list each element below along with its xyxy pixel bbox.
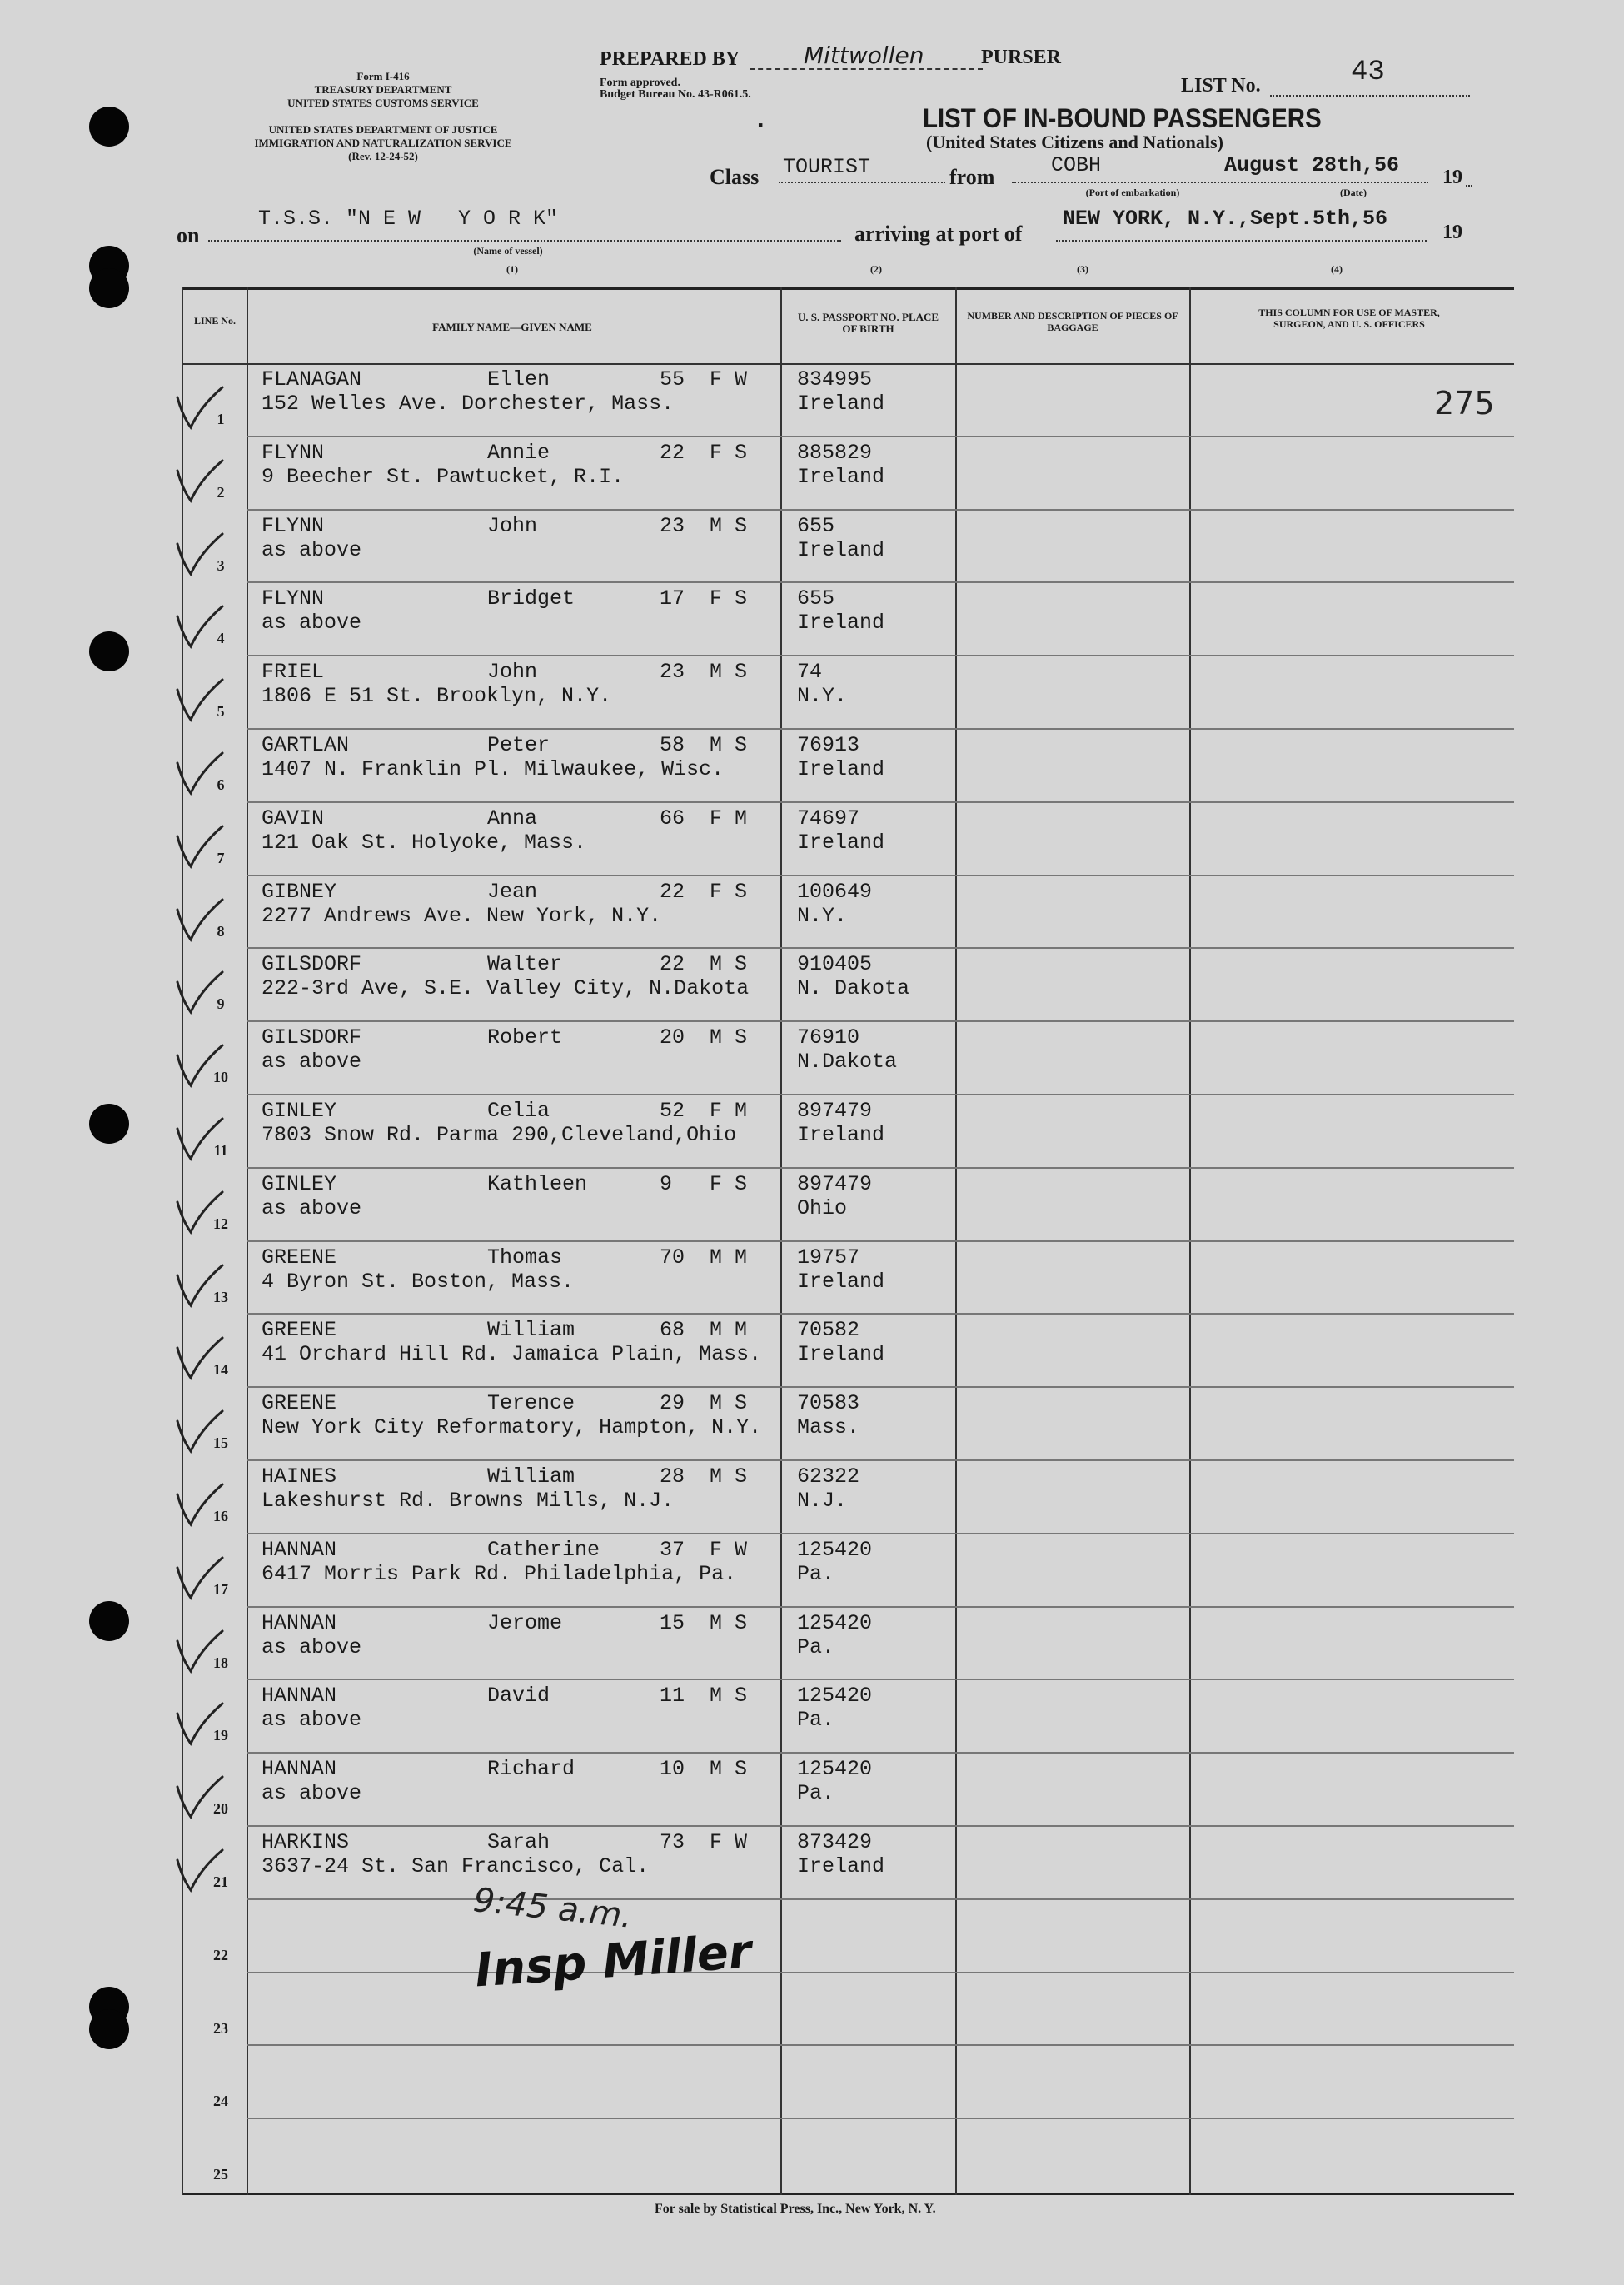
check-mark-icon [171,1030,229,1089]
family-name: GAVIN [262,806,325,831]
family-name: GREENE [262,1318,337,1343]
page-stamp-number: 275 [1434,385,1495,422]
age: 10 [660,1757,685,1782]
column-number-1: (1) [506,263,518,275]
arrival-underline [1056,240,1427,242]
class-label: Class [710,165,760,189]
table-row [0,1534,1624,1608]
year-underline [1466,185,1472,187]
check-mark-icon [171,738,229,796]
family-name: GINLEY [262,1171,337,1196]
sex-marital-status: M S [710,1757,748,1782]
age: 22 [660,952,685,977]
family-name: HANNAN [262,1537,337,1562]
passport-number: 74 [797,660,823,685]
passport-number: 125420 [797,1757,873,1782]
line-number: 22 [213,1946,228,1963]
given-name: Celia [487,1099,550,1123]
given-name: Catherine [487,1537,600,1562]
check-mark-icon [171,1543,229,1601]
line-number: 8 [217,922,225,940]
check-mark-icon [171,372,229,431]
form-subtitle: (United States Citizens and Nationals) [926,132,1223,152]
given-name: Sarah [487,1830,550,1854]
sex-marital-status: F W [710,367,748,392]
immigration-service: IMMIGRATION AND NATURALIZATION SERVICE [254,137,512,149]
table-row [0,2046,1624,2119]
sex-marital-status: M S [710,513,748,538]
place-of-birth: N.Y. [797,684,848,709]
address: as above [262,1708,362,1733]
from-underline [1012,182,1428,183]
check-mark-icon [171,665,229,723]
place-of-birth: Ireland [797,537,885,562]
line-number: 4 [217,630,225,647]
on-label: on [177,223,200,247]
table-row [0,1242,1624,1315]
place-of-birth: Ireland [797,1123,885,1147]
passport-number: 897479 [797,1099,873,1123]
passport-number: 74697 [797,806,860,831]
given-name: David [487,1684,550,1709]
age: 11 [660,1684,685,1709]
year-prefix: 19 [1442,167,1462,188]
check-mark-icon [171,811,229,870]
age: 20 [660,1025,685,1050]
address: 6417 Morris Park Rd. Philadelphia, Pa. [262,1561,737,1586]
list-number: 43 [1351,57,1385,88]
footer-publisher: For sale by Statistical Press, Inc., New York, N. Y. [655,2202,936,2216]
table-row [0,1095,1624,1169]
age: 17 [660,586,685,611]
passport-number: 76910 [797,1025,860,1050]
line-number: 17 [213,1580,228,1598]
given-name: John [487,513,538,538]
family-name: HANNAN [262,1610,337,1635]
inspector-signature: Insp Miller [473,1924,754,1998]
address: as above [262,611,362,636]
family-name: GIBNEY [262,879,337,904]
place-of-birth: Pa. [797,1561,835,1586]
age: 22 [660,879,685,904]
table-row [0,656,1624,730]
table-row [0,1754,1624,1827]
place-of-birth: Pa. [797,1781,835,1806]
port-of-embarkation: COBH [1051,153,1102,177]
address: Lakeshurst Rd. Browns Mills, N.J. [262,1489,675,1513]
line-number: 19 [213,1727,228,1744]
place-of-birth: N.Y. [797,903,848,928]
sex-marital-status: M S [710,1610,748,1635]
given-name: Jerome [487,1610,563,1635]
age: 37 [660,1537,685,1562]
line-number: 25 [213,2166,228,2183]
table-row [0,1315,1624,1388]
age: 73 [660,1830,685,1854]
header-family-name: FAMILY NAME—GIVEN NAME [432,321,592,333]
given-name: Walter [487,952,563,977]
check-mark-icon [171,1323,229,1381]
table-bottom-rule [182,2193,1514,2195]
punch-hole [89,268,129,308]
customs-service: UNITED STATES CUSTOMS SERVICE [287,97,479,109]
bullet-mark: ▪ [758,117,764,133]
sex-marital-status: F M [710,1099,748,1123]
check-mark-icon [171,885,229,943]
age: 70 [660,1245,685,1270]
arrival-time-note: 9:45 a.m. [471,1881,635,1936]
address: New York City Reformatory, Hampton, N.Y. [262,1415,762,1440]
table-row [0,1169,1624,1242]
table-row [0,511,1624,584]
family-name: FRIEL [262,660,325,685]
passport-number: 125420 [797,1684,873,1709]
given-name: Terence [487,1391,575,1416]
place-of-birth: Pa. [797,1634,835,1659]
given-name: Anna [487,806,538,831]
sex-marital-status: F S [710,879,748,904]
given-name: Peter [487,733,550,757]
check-mark-icon [171,446,229,504]
address: 1806 E 51 St. Brooklyn, N.Y. [262,684,612,709]
family-name: GINLEY [262,1099,337,1123]
line-number: 20 [213,1800,228,1818]
sex-marital-status: F S [710,1171,748,1196]
line-number: 12 [213,1215,228,1232]
given-name: Jean [487,879,538,904]
place-of-birth: Ireland [797,1854,885,1878]
given-name: Thomas [487,1245,563,1270]
age: 23 [660,513,685,538]
address: as above [262,1050,362,1075]
address: 3637-24 St. San Francisco, Cal. [262,1854,650,1878]
sex-marital-status: M S [710,1391,748,1416]
sex-marital-status: M S [710,660,748,685]
place-of-birth: N.Dakota [797,1050,898,1075]
class-underline [779,182,945,183]
family-name: GARTLAN [262,733,350,757]
passport-number: 910405 [797,952,873,977]
prepared-by-label: PREPARED BY [600,48,740,70]
family-name: FLANAGAN [262,367,362,392]
check-mark-icon [171,1177,229,1235]
address: 1407 N. Franklin Pl. Milwaukee, Wisc. [262,757,725,781]
passport-number: 62322 [797,1464,860,1489]
vessel-name: T.S.S. "N E W Y O R K" [258,207,559,231]
family-name: GREENE [262,1245,337,1270]
table-row [0,1680,1624,1754]
age: 15 [660,1610,685,1635]
table-top-rule [182,287,1514,290]
place-of-birth: Ireland [797,830,885,855]
column-number-2: (2) [870,263,882,275]
family-name: GILSDORF [262,952,362,977]
vessel-underline [208,240,841,242]
table-row [0,1608,1624,1681]
check-mark-icon [171,519,229,577]
passport-number: 125420 [797,1537,873,1562]
revision-date: (Rev. 12-24-52) [348,150,418,162]
given-name: Annie [487,440,550,465]
place-of-birth: Ireland [797,392,885,416]
check-mark-icon [171,1469,229,1528]
place-of-birth: Mass. [797,1415,860,1440]
table-row [0,1388,1624,1461]
line-number: 23 [213,2019,228,2037]
prepared-by-signature: Mittwollen [804,42,924,69]
check-mark-icon [171,1616,229,1674]
age: 55 [660,367,685,392]
table-row [0,437,1624,511]
given-name: William [487,1464,575,1489]
sex-marital-status: M M [710,1245,748,1270]
given-name: William [487,1318,575,1343]
header-officers: THIS COLUMN FOR USE OF MASTER, SURGEON, AND U. S. OFFICERS [1258,307,1440,330]
class-value: TOURIST [783,155,871,179]
arrival-port-date: NEW YORK, N.Y.,Sept.5th,56 [1063,207,1388,231]
age: 9 [660,1171,673,1196]
family-name: HARKINS [262,1830,350,1854]
given-name: Ellen [487,367,550,392]
given-name: Richard [487,1757,575,1782]
line-number: 16 [213,1508,228,1524]
passport-number: 873429 [797,1830,873,1854]
sex-marital-status: F M [710,806,748,831]
family-name: GILSDORF [262,1025,362,1050]
address: 41 Orchard Hill Rd. Jamaica Plain, Mass. [262,1342,762,1367]
year-prefix-2: 19 [1442,222,1462,243]
sex-marital-status: F W [710,1537,748,1562]
passport-number: 70582 [797,1318,860,1343]
sex-marital-status: M M [710,1318,748,1343]
passport-number: 897479 [797,1171,873,1196]
line-number: 14 [213,1361,228,1379]
passport-number: 834995 [797,367,873,392]
column-number-3: (3) [1077,263,1088,275]
line-number: 15 [213,1434,228,1452]
address: 4 Byron St. Boston, Mass. [262,1269,575,1294]
line-number: 18 [213,1654,228,1671]
address: as above [262,1781,362,1806]
passport-number: 70583 [797,1391,860,1416]
check-mark-icon [171,1835,229,1893]
address: 9 Beecher St. Pawtucket, R.I. [262,464,625,489]
vessel-label: (Name of vessel) [473,245,543,257]
given-name: John [487,660,538,685]
place-of-birth: Ireland [797,757,885,781]
table-row [0,1461,1624,1534]
age: 66 [660,806,685,831]
purser-label: PURSER [981,47,1062,68]
table-row [0,876,1624,950]
address: as above [262,1195,362,1220]
family-name: HANNAN [262,1757,337,1782]
header-line-no: LINE No. [193,315,236,327]
given-name: Bridget [487,586,575,611]
arriving-label: arriving at port of [854,222,1023,246]
passport-number: 125420 [797,1610,873,1635]
passport-number: 100649 [797,879,873,904]
place-of-birth: N.J. [797,1489,848,1513]
date-label: (Date) [1340,187,1367,198]
address: 2277 Andrews Ave. New York, N.Y. [262,903,662,928]
given-name: Kathleen [487,1171,588,1196]
address: 152 Welles Ave. Dorchester, Mass. [262,392,675,416]
form-number: Form I-416 [356,70,410,82]
table-row [0,2119,1624,2193]
line-number: 1 [217,411,225,427]
table-row [0,1827,1624,1900]
sex-marital-status: F W [710,1830,748,1854]
age: 58 [660,733,685,757]
table-row [0,1022,1624,1095]
sex-marital-status: M S [710,952,748,977]
check-mark-icon [171,1104,229,1162]
place-of-birth: Ireland [797,611,885,636]
address: 222-3rd Ave, S.E. Valley City, N.Dakota [262,976,750,1001]
family-name: FLYNN [262,513,325,538]
table-row [0,1900,1624,1973]
family-name: FLYNN [262,440,325,465]
sex-marital-status: M S [710,1464,748,1489]
sex-marital-status: F S [710,586,748,611]
age: 29 [660,1391,685,1416]
check-mark-icon [171,957,229,1015]
budget-bureau: Budget Bureau No. 43-R061.5. [600,88,751,101]
family-name: HANNAN [262,1684,337,1709]
address: 7803 Snow Rd. Parma 290,Cleveland,Ohio [262,1123,737,1147]
place-of-birth: Ohio [797,1195,848,1220]
table-row [0,730,1624,803]
table-row [0,1973,1624,2047]
line-number: 3 [217,556,225,574]
header-passport: U. S. PASSPORT NO. PLACE OF BIRTH [797,311,939,335]
header-baggage: NUMBER AND DESCRIPTION OF PIECES OF BAGGAGE [967,310,1178,333]
age: 22 [660,440,685,465]
family-name: GREENE [262,1391,337,1416]
place-of-birth: Ireland [797,464,885,489]
list-number-label: LIST No. [1181,75,1261,97]
passport-number: 76913 [797,733,860,757]
sex-marital-status: M S [710,1684,748,1709]
treasury-department: TREASURY DEPARTMENT [314,83,452,96]
line-number: 13 [213,1288,228,1305]
place-of-birth: N. Dakota [797,976,910,1001]
line-number: 9 [217,995,225,1013]
passport-number: 655 [797,586,835,611]
department-of-justice: UNITED STATES DEPARTMENT OF JUSTICE [268,123,498,136]
line-number: 5 [217,703,225,721]
line-number: 6 [217,776,225,793]
embarkation-date: August 28th,56 [1224,153,1400,177]
check-mark-icon [171,1250,229,1309]
family-name: FLYNN [262,586,325,611]
place-of-birth: Pa. [797,1708,835,1733]
passport-number: 885829 [797,440,873,465]
check-mark-icon [171,591,229,650]
passport-number: 655 [797,513,835,538]
form-approved: Form approved. [600,77,680,89]
line-number: 7 [217,849,225,866]
column-number-4: (4) [1331,263,1343,275]
sex-marital-status: M S [710,733,748,757]
address: 121 Oak St. Holyoke, Mass. [262,830,587,855]
place-of-birth: Ireland [797,1269,885,1294]
address: as above [262,1634,362,1659]
address: as above [262,537,362,562]
punch-hole [89,107,129,147]
check-mark-icon [171,1396,229,1454]
line-number: 2 [217,483,225,501]
line-number: 10 [213,1069,228,1086]
age: 68 [660,1318,685,1343]
sex-marital-status: F S [710,440,748,465]
place-of-birth: Ireland [797,1342,885,1367]
table-row [0,364,1624,437]
line-number: 11 [213,1142,228,1159]
table-row [0,803,1624,876]
check-mark-icon [171,1762,229,1820]
family-name: HAINES [262,1464,337,1489]
form-title: LIST OF IN-BOUND PASSENGERS [923,103,1322,133]
age: 23 [660,660,685,685]
sex-marital-status: M S [710,1025,748,1050]
age: 52 [660,1099,685,1123]
table-row [0,949,1624,1022]
from-label: from [949,165,995,189]
passport-number: 19757 [797,1245,860,1270]
given-name: Robert [487,1025,563,1050]
table-row [0,583,1624,656]
line-number: 21 [213,1873,228,1890]
age: 28 [660,1464,685,1489]
check-mark-icon [171,1689,229,1747]
port-embarkation-label: (Port of embarkation) [1085,187,1180,198]
line-number: 24 [213,2093,228,2110]
list-number-underline [1270,95,1470,97]
